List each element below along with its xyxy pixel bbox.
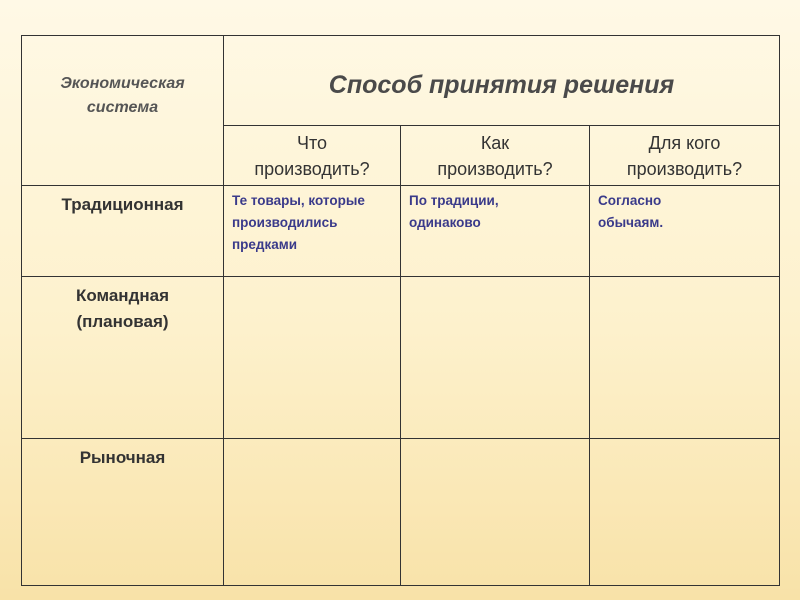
economic-systems-table	[21, 35, 780, 586]
table-cell	[224, 186, 401, 277]
table-cell	[590, 439, 780, 586]
table-cell-text: Согласно обычаям.	[598, 193, 664, 230]
row-label-command-text: Командная (плановая)	[75, 286, 170, 331]
table-cell	[401, 277, 590, 439]
column-header-what	[224, 126, 401, 186]
column-header-how-text: Как производить?	[437, 133, 553, 179]
row-label-traditional-text: Традиционная	[61, 195, 184, 214]
decision-method-header-text: Способ принятия решения	[328, 71, 675, 99]
economic-system-header	[22, 36, 224, 186]
table-row	[22, 277, 780, 439]
column-header-how	[401, 126, 590, 186]
column-header-for-whom-text: Для кого производить?	[626, 133, 743, 179]
row-label-traditional	[22, 186, 224, 277]
economic-system-header-text: Экономическая система	[60, 75, 185, 116]
decision-method-header	[224, 36, 780, 126]
table-cell	[401, 186, 590, 277]
table-cell	[401, 439, 590, 586]
table-cell	[224, 439, 401, 586]
row-label-command	[22, 277, 224, 439]
row-label-market	[22, 439, 224, 586]
column-header-what-text: Что производить?	[254, 133, 370, 179]
table-cell-text: По традиции, одинаково	[409, 193, 499, 230]
table-row	[22, 186, 780, 277]
table-cell	[590, 277, 780, 439]
table-row	[22, 439, 780, 586]
row-label-market-text: Рыночная	[79, 448, 166, 467]
column-header-for-whom	[590, 126, 780, 186]
table-cell	[590, 186, 780, 277]
table-cell-text: Те товары, которые производились предками	[232, 193, 365, 252]
table-cell	[224, 277, 401, 439]
